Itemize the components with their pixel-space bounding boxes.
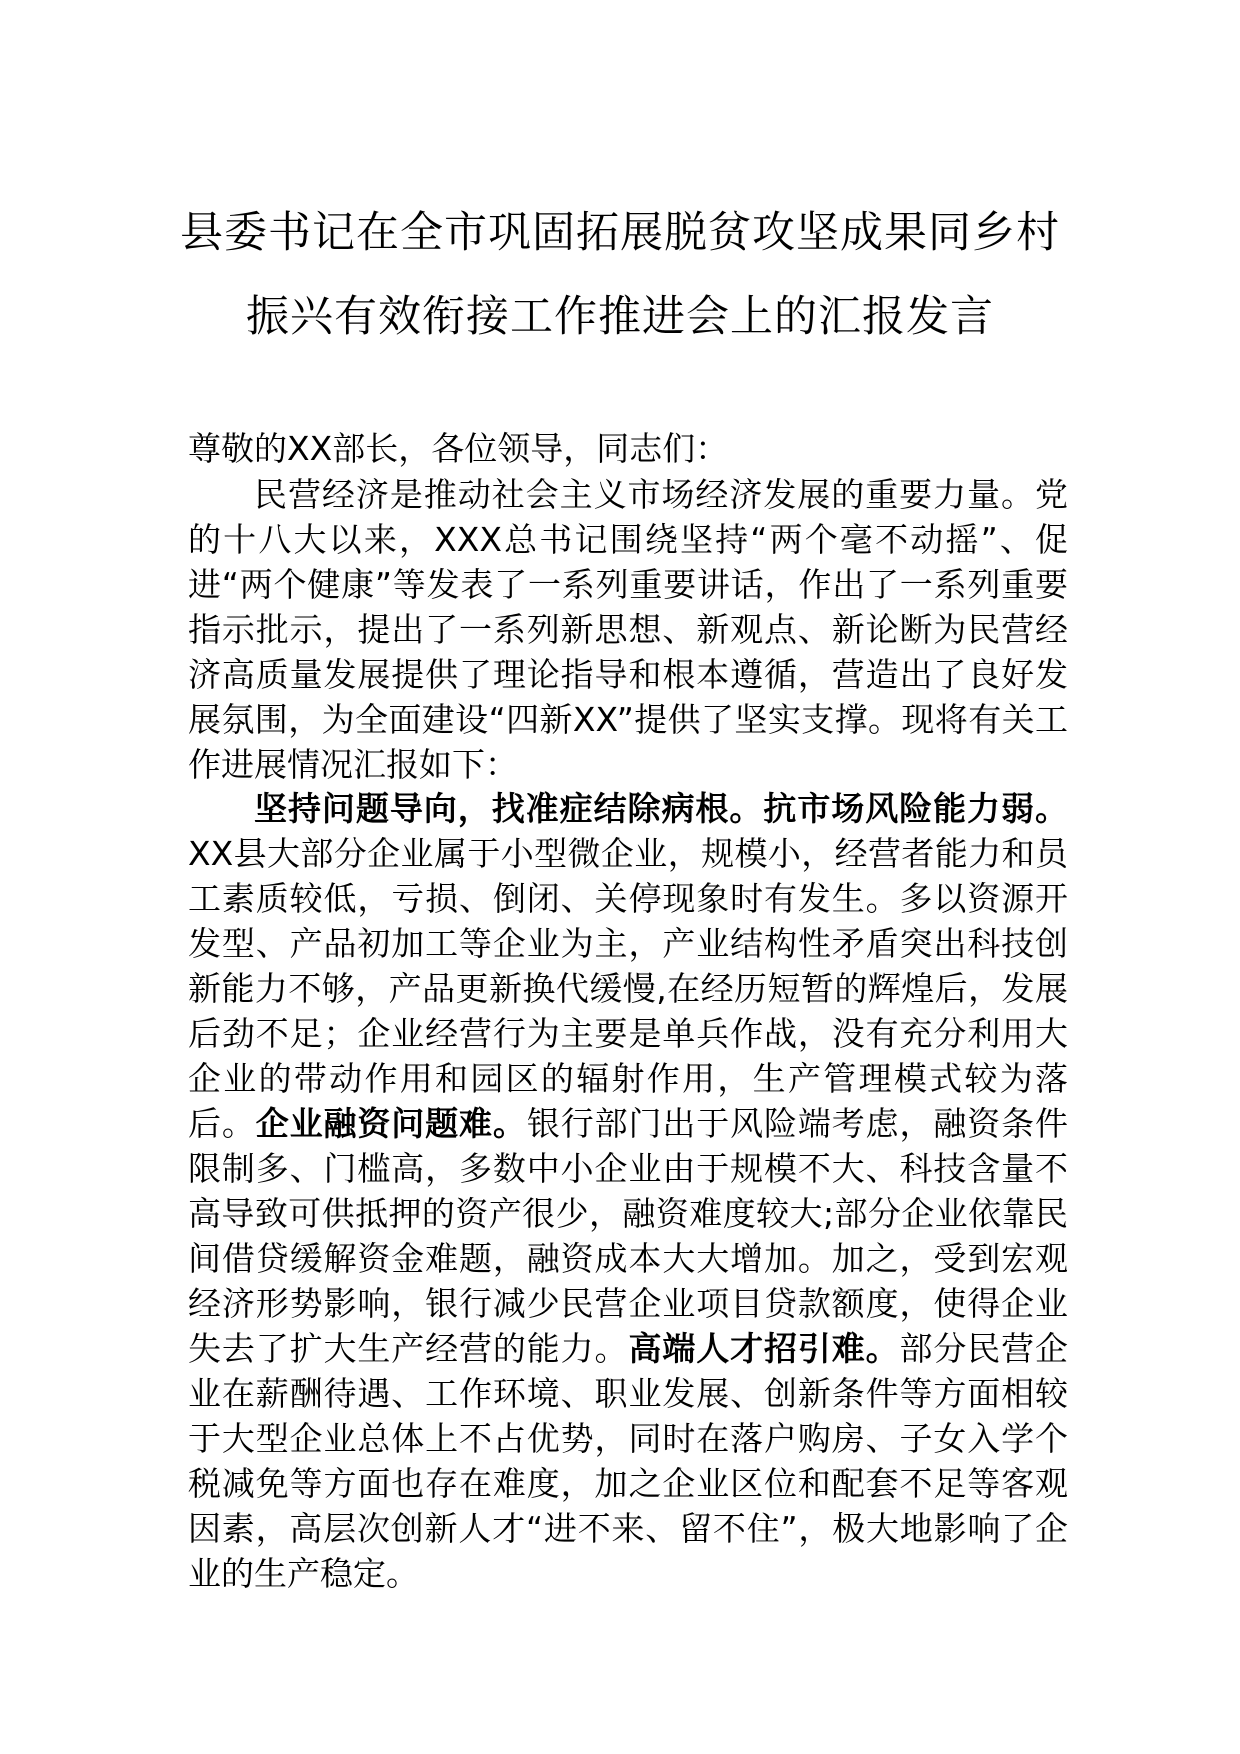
paragraph-problems: [188, 786, 1068, 1596]
subheading-market-risk: 抗市场风险能力弱。: [763, 789, 1069, 828]
text-talent: 部分民营企业在薪酬待遇、工作环境、职业发展、创新条件等方面相较于大型企业总体上不占优势，同时在落户购房、子女入学个税减免等方面也存在难度，加之企业区位和配套不足等客观因素，高层次创新人才“进不来、留不住”，极大地影响了企业的生产稳定。: [188, 1329, 1069, 1593]
document-title: 县委书记在全市巩固拓展脱贫攻坚成果同乡村振兴有效衔接工作推进会上的汇报发言: [180, 207, 1060, 342]
text-market-risk: XX县大部分企业属于小型微企业，规模小，经营者能力和员工素质较低，亏损、倒闭、关停现象时有发生。多以资源开发型、产品初加工等企业为主，产业结构性矛盾突出科技创新能力不够，产品更新换代缓慢,在经历短暂的辉煌后，发展后劲不足；企业经营行为主要是单兵作战，没有充分利用大企业的带动作用和园区的辐射作用，生产管理模式较为落后。: [188, 834, 1068, 1143]
text-financing: 银行部门出于风险端考虑，融资条件限制多、门槛高，多数中小企业由于规模不大、科技含量不高导致可供抵押的资产很少，融资难度较大;部分企业依靠民间借贷缓解资金难题，融资成本大大增加。加之，受到宏观经济形势影响，银行减少民营企业项目贷款额度，使得企业失去了扩大生产经营的能力。: [188, 1104, 1069, 1368]
paragraph-intro: 民营经济是推动社会主义市场经济发展的重要力量。党的十八大以来，XXX总书记围绕坚持“两个毫不动摇”、促进“两个健康”等发表了一系列重要讲话，作出了一系列重要指示批示，提出了一系列新思想、新观点、新论断为民营经济高质量发展提供了理论指导和根本遵循，营造出了良好发展氛围，为全面建设“四新XX”提供了坚实支撑。现将有关工作进展情况汇报如下：: [188, 475, 1068, 784]
salutation: 尊敬的XX部长，各位领导，同志们：: [188, 429, 729, 468]
subheading-financing: 企业融资问题难。: [255, 1104, 527, 1143]
subheading-talent: 高端人才招引难。: [628, 1329, 900, 1368]
section-heading: 坚持问题导向，找准症结除病根。: [254, 789, 764, 828]
